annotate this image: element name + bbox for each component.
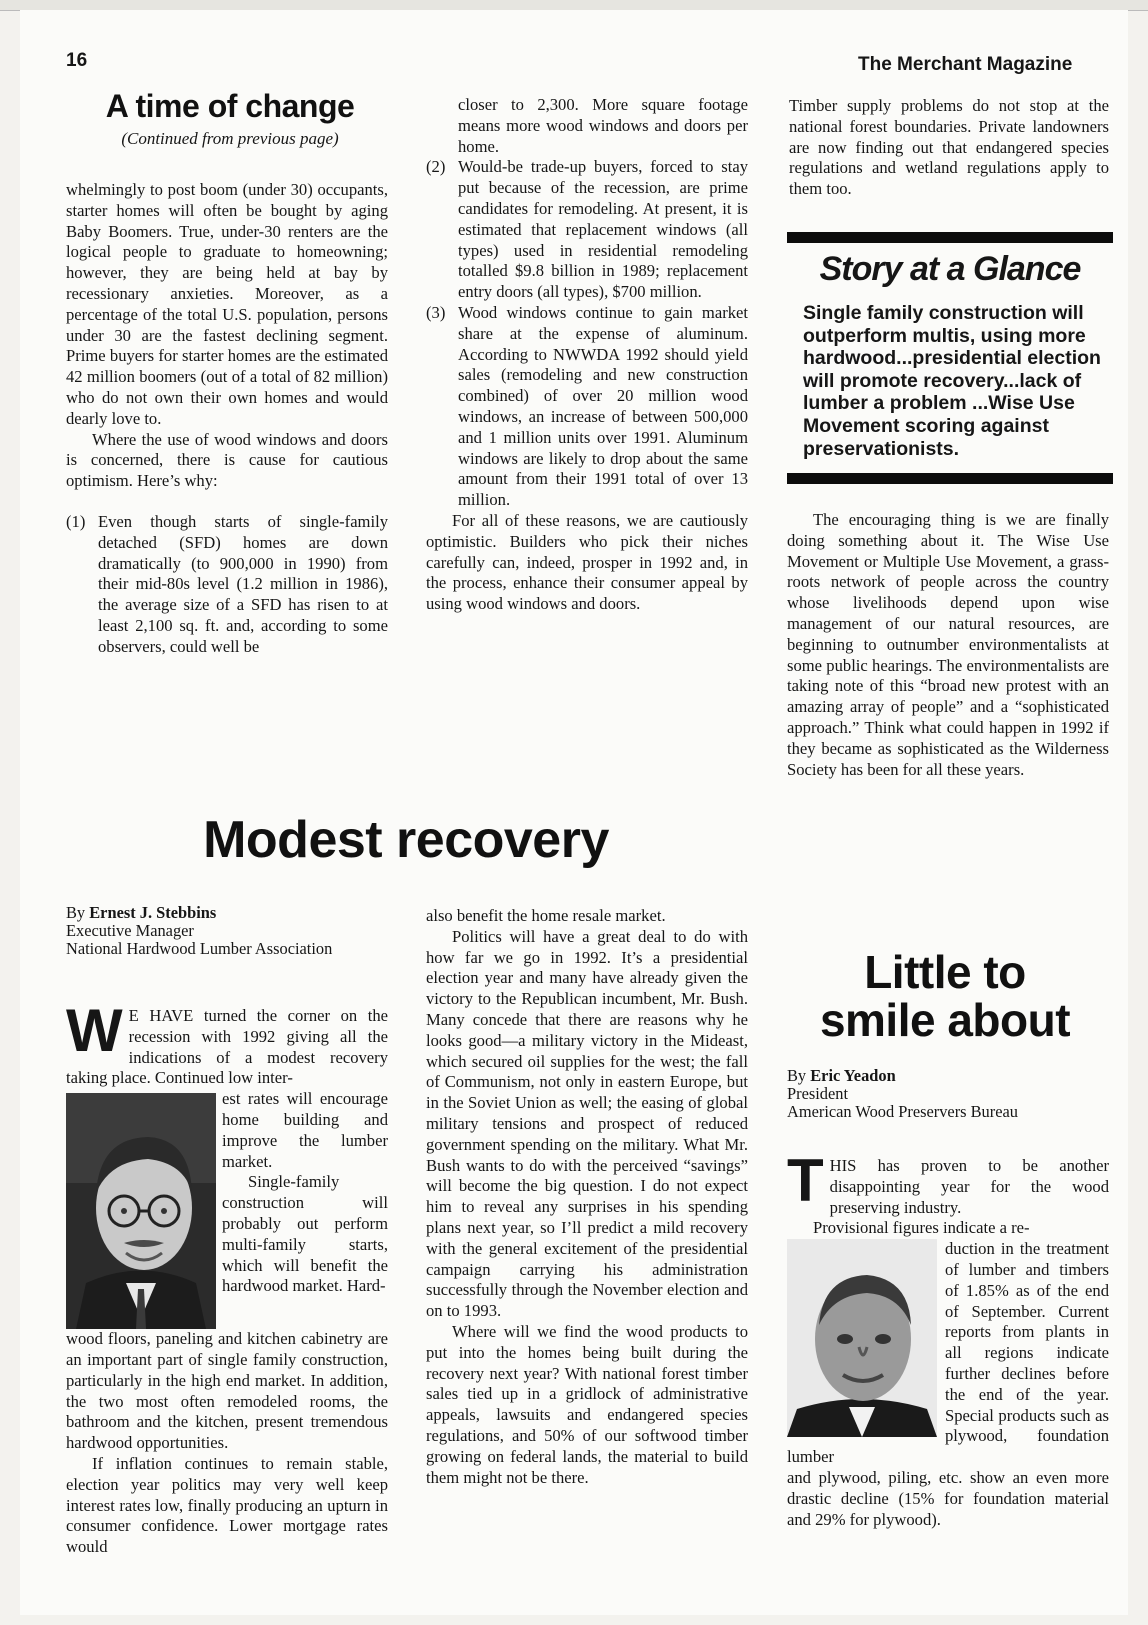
list-continuation: closer to 2,300. More square footage means more wood windows and doors per home. xyxy=(458,95,748,156)
drop-cap: W xyxy=(66,997,123,1064)
column3-middle-text xyxy=(787,510,1109,780)
drop-cap: T xyxy=(787,1147,824,1214)
list-text: Even though starts of single-family detached (SFD) homes are down dramatically (to 900,000 in 1990) from their mid-80s level (1.2 million in 1986), the average size of a SFD has risen to at least 2,100 sq. ft. and, according to some observers, could well be xyxy=(98,511,388,656)
title-line: Little to xyxy=(864,946,1026,998)
author-photo-yeadon xyxy=(787,1239,937,1437)
list-number: (1) xyxy=(66,511,86,531)
list-item xyxy=(426,303,748,511)
title-line: smile about xyxy=(819,994,1071,1046)
article2-wrap-text: Single-family construction will probably out perform multi-family starts, which will benefit the hardwood market. Hard- xyxy=(222,1172,388,1296)
article3-paragraph: and plywood, piling, etc. show an even more drastic decline (15% for foundation material and 29% for plywood). xyxy=(787,1467,1109,1529)
glance-summary: Single family construction will outperform multis, using more hardwood...presidential election will promote recovery...lack of lumber a problem ...Wise Use Movement scoring against preservationists. xyxy=(803,302,1101,460)
article-title-modest-recovery: Modest recovery xyxy=(203,811,609,869)
article2-paragraph: wood floors, paneling and kitchen cabinetry are an important part of single family construction, particularly in the high end market. In addition, the two most often remodeled rooms, the bathroom and the kitchen, present tremendous hardwood opportunities. xyxy=(66,1329,388,1453)
article3-byline xyxy=(787,1067,1109,1121)
byline-org: American Wood Preservers Bureau xyxy=(787,1102,1018,1121)
article2-byline xyxy=(66,904,396,958)
article2-paragraph: If inflation continues to remain stable, election year politics may very well keep interest rates low, finally producing an upturn in consumer confidence. Lower mortgage rates would xyxy=(66,1453,388,1557)
article-title-little-to-smile xyxy=(775,948,1115,1044)
list-text: Wood windows continue to gain market share at the expense of aluminum. According to NWWDA 1992 should yield sales (remodeling and new construction combined) of over 20 million wood windows, an increase of between 500,000 and 1 million units over 1991. Aluminum windows are likely to drop about the same amount from their 1991 total of over 13 million. xyxy=(458,302,748,510)
column3-top-text xyxy=(789,96,1109,200)
article1-paragraph: whelmingly to post boom (under 30) occupants, starter homes will often be bought by aging Baby Boomers. True, under-30 renters are the logical people to graduate to homeowning; however, they are being held at bay by recessionary anxieties. Moreover, as a percentage of the total U.S. population, persons under 30 are the fastest declining segment. Prime buyers for starter homes are the estimated 42 million boomers (out of a total of 82 million) who do not own their own homes and would dearly love to. xyxy=(66,180,388,428)
list-item xyxy=(66,512,388,658)
article2-column2 xyxy=(426,906,748,1488)
list-number: (3) xyxy=(426,302,446,322)
article-title-time-of-change: A time of change xyxy=(105,88,355,124)
article1-column1 xyxy=(66,180,388,658)
glance-top-rule xyxy=(787,232,1113,243)
byline-by: By xyxy=(66,903,86,922)
byline-author: Ernest J. Stebbins xyxy=(89,903,217,922)
article2-paragraph: Politics will have a great deal to do with how far we go in 1992. It’s a presidential election year and many have already given the victory to the Republican incumbent, Mr. Bush. Many concede that there are reasons why he looks good—a military victory in the Mideast, which secured oil supplies for the west; the fall of Communism, not only in eastern Europe, but in the Soviet Union as well; the easing of global military tensions and prospect of reduced government spending on the military. What Mr. Bush wants to do with the perceived “savings” will become the big question. I do not expect him to reveal any surprises in his spending plans next year, so I’ll predict a mild recovery with the general excitement of the presidential campaign carrying his administration successfully through the November election and on to 1993. xyxy=(426,926,748,1321)
magazine-name: The Merchant Magazine xyxy=(858,54,1073,75)
author-photo-stebbins xyxy=(66,1093,216,1329)
byline-role: President xyxy=(787,1084,849,1103)
list-text: Would-be trade-up buyers, forced to stay put because of the recession, are prime candidates for remodeling. At present, it is estimated that replacement windows (all types) used in residential remodeling totalled $9.8 billion in 1989; replacement entry doors (all types), $700 million. xyxy=(458,157,748,302)
list-item xyxy=(426,157,748,303)
article3-lead: HIS has proven to be another disappointing year for the wood preserving industry. xyxy=(829,1156,1109,1217)
continued-note: (Continued from previous page) xyxy=(121,129,339,148)
byline-role: Executive Manager xyxy=(66,921,194,940)
article3-body xyxy=(787,1147,1109,1530)
article2-lead: E HAVE turned the corner on the recession with 1992 giving all the indications of a modest recovery taking place. Continued low inter- xyxy=(66,1006,388,1088)
article3-paragraph: Provisional figures indicate a re- xyxy=(813,1218,1030,1238)
article1-paragraph: For all of these reasons, we are cautiously optimistic. Builders who pick their niches carefully can, indeed, prosper in 1992 and, in the process, enhance their consumer appeal by using wood windows and doors. xyxy=(426,510,748,614)
byline-author: Eric Yeadon xyxy=(810,1066,896,1085)
article2-column1 xyxy=(66,997,388,1558)
glance-title: Story at a Glance xyxy=(819,250,1081,288)
article2-wrap-text: est rates will encourage home building and improve the lumber market. xyxy=(222,1089,388,1171)
column3-paragraph: Timber supply problems do not stop at the national forest boundaries. Private landowners are now finding out that endangered species regulations and wetland regulations apply to them too. xyxy=(789,96,1109,199)
column3-paragraph: The encouraging thing is we are finally doing something about it. The Wise Use Movement or Multiple Use Movement, a grass-roots network of people across the country whose livelihoods depend upon wise management of our natural resources, are beginning to outnumber environmentalists at some public hearings. The environmentalists are taking note of this “broad new protest with an amazing array of people” and a “sophisticated approach.” Think what could happen in 1992 if they became as sophisticated as the Wilderness Society has been for all these years. xyxy=(787,510,1109,779)
portrait-image xyxy=(66,1093,216,1329)
list-number: (2) xyxy=(426,157,446,177)
article2-paragraph: also benefit the home resale market. xyxy=(426,906,666,925)
page-number: 16 xyxy=(66,50,88,71)
article1-paragraph: Where the use of wood windows and doors is concerned, there is cause for cautious optimism. Here’s why: xyxy=(66,429,388,491)
article2-paragraph: Where will we find the wood products to put into the homes being built during the recovery next year? With national forest timber sales tied up in a gridlock of administrative appeals, lawsuits and endangered species regulations, and 50% of our softwood timber growing on federal lands, the material to build them might not be there. xyxy=(426,1321,748,1487)
article3-wrap-text: duction in the treatment of lumber and timbers of 1.85% as of the end of September. Current reports from plants in all regions indicate further declines before the end of the year. Special products such as plywood, foundation lumber xyxy=(787,1239,1109,1467)
glance-bottom-rule xyxy=(787,473,1113,484)
portrait-image xyxy=(787,1239,937,1437)
article1-column2 xyxy=(426,95,748,615)
byline-org: National Hardwood Lumber Association xyxy=(66,939,333,958)
byline-by: By xyxy=(787,1066,807,1085)
